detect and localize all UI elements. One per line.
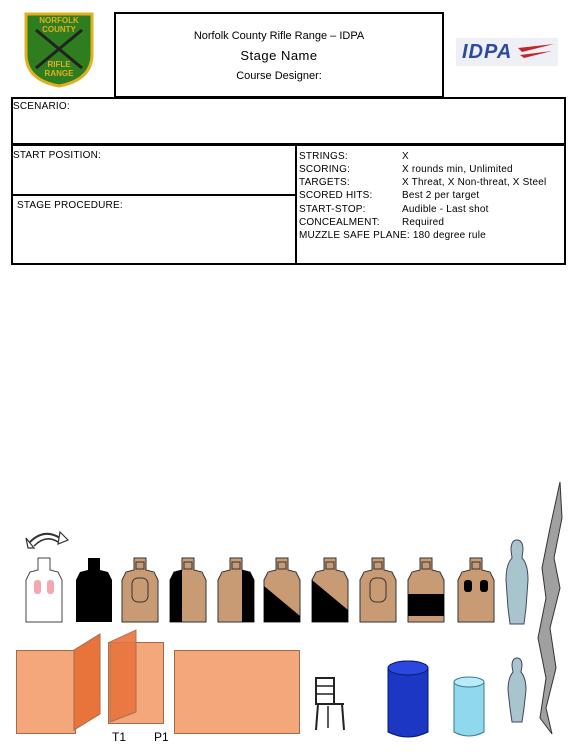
popper-short-icon	[502, 656, 532, 726]
scenario-label: SCENARIO:	[13, 101, 70, 112]
spec-value-scoring: X rounds min, Unlimited	[402, 164, 513, 175]
spec-label-scoring: SCORING:	[299, 164, 351, 175]
rock-wall-icon	[530, 478, 570, 738]
hands-target-icon	[458, 558, 494, 622]
club-logo	[22, 10, 96, 88]
spec-value-scored-hits: Best 2 per target	[402, 190, 480, 201]
hardcover-right-target-icon	[218, 558, 254, 622]
label-p1: P1	[154, 730, 169, 744]
spec-label-scored-hits: SCORED HITS:	[299, 190, 373, 201]
logo-text-top	[22, 16, 96, 34]
hardcover-left-target-icon	[170, 558, 206, 622]
logo-line-3: RIFLE	[47, 60, 71, 69]
spec-label-start-stop: START-STOP:	[299, 204, 366, 215]
logo-line-2: COUNTY	[42, 25, 76, 34]
tan-target-icon	[122, 558, 158, 622]
barrel-blue-icon	[386, 660, 430, 742]
spec-label-targets: TARGETS:	[299, 177, 350, 188]
hardcover-diagonal-target-icon	[264, 558, 300, 622]
wall-panel-left	[16, 650, 76, 734]
hardcover-diagonal-alt-target-icon	[312, 558, 348, 622]
muzzle-safe-plane: MUZZLE SAFE PLANE: 180 degree rule	[299, 230, 486, 241]
non-threat-target-icon	[26, 558, 62, 622]
spec-label-concealment: CONCEALMENT:	[299, 217, 380, 228]
swinger-arrow-icon	[24, 528, 74, 550]
targets-row	[0, 556, 576, 626]
spec-value-strings: X	[402, 151, 409, 162]
spec-value-start-stop: Audible - Last shot	[402, 204, 489, 215]
logo-line-1: NORFOLK	[39, 16, 79, 25]
start-position-label: START POSITION:	[13, 150, 102, 161]
spec-value-targets: X Threat, X Non-threat, X Steel	[402, 177, 547, 188]
barrel-light-icon	[452, 676, 486, 740]
stage-name: Stage Name	[240, 48, 318, 63]
logo-line-4: RANGE	[44, 69, 74, 78]
prop-palette	[0, 470, 576, 756]
spec-label-strings: STRINGS:	[299, 151, 348, 162]
popper-tall-icon	[502, 538, 532, 638]
header-box	[114, 12, 444, 98]
scenario-box	[11, 97, 566, 145]
idpa-logo	[456, 38, 558, 66]
wall-panel-right	[174, 650, 300, 734]
stage-procedure-label: STAGE PROCEDURE:	[17, 200, 123, 211]
idpa-logo-text: IDPA	[462, 41, 513, 63]
range-title: Norfolk County Rifle Range – IDPA	[193, 30, 365, 42]
course-designer-label: Course Designer:	[236, 70, 322, 82]
logo-text-bottom	[22, 60, 96, 78]
column-divider	[295, 146, 297, 263]
wall-fold-left-icon	[72, 634, 102, 730]
tan-target-2-icon	[360, 558, 396, 622]
label-t1: T1	[112, 730, 127, 744]
idpa-swoosh-icon	[456, 38, 558, 66]
black-target-icon	[76, 558, 112, 622]
spec-value-concealment: Required	[402, 217, 445, 228]
left-divider	[13, 194, 296, 196]
wall-fold-t1-icon	[108, 630, 140, 722]
hardcover-bottom-target-icon	[408, 558, 444, 622]
chair-icon	[314, 676, 348, 732]
info-box	[11, 144, 566, 265]
